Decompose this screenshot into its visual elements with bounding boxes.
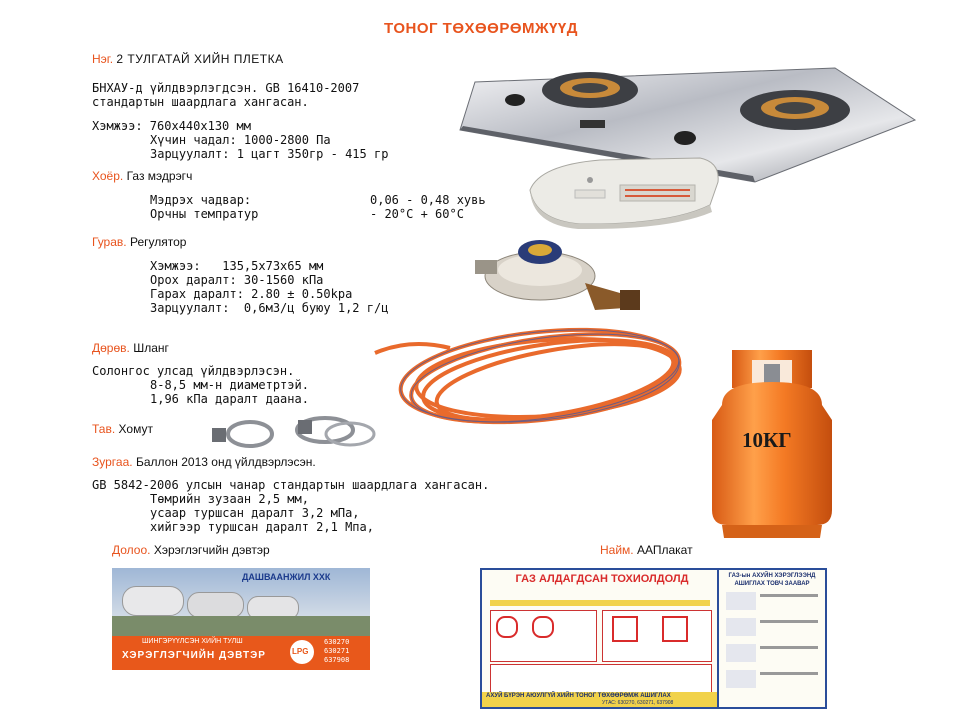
poster-phones: УТАС: 630270, 630271, 637908: [602, 700, 674, 706]
item-name: Регулятор: [129, 235, 187, 249]
detector-key-1: Мэдрэх чадвар:: [150, 193, 252, 207]
stove-spec-size: Хэмжээ: 760x440x130 мм: [92, 119, 251, 133]
poster-title: ГАЗ АЛДАГДСАН ТОХИОЛДОЛД: [515, 573, 689, 585]
item-name: Хэрэглэгчийн дэвтэр: [153, 543, 270, 557]
poster-side-title: ГАЗ-ын АХУЙН ХЭРЭГЛЭЭНД АШИГЛАХ ТОВЧ ЗААВАР: [728, 573, 816, 587]
hose-desc-2: 8-8,5 мм-н диаметртэй.: [150, 378, 309, 392]
poster-footer: АХУЙ БҮРЭН АЮУЛГҮЙ ХИЙН ТОНОГ ТӨХӨӨРӨМЖ АШИГЛАХ: [486, 693, 671, 699]
hose-desc-3: 1,96 кПа даралт даана.: [150, 392, 309, 406]
detector-val-1: 0,06 - 0,48 хувь: [370, 193, 486, 207]
clamp-image: [210, 412, 380, 452]
gas-detector-image: [520, 150, 725, 230]
hose-image: [370, 318, 690, 428]
item-name: Газ мэдрэгч: [126, 169, 193, 183]
booklet-title: ХЭРЭГЛЭГЧИЙН ДЭВТЭР: [122, 650, 266, 661]
item-cylinder-heading: [92, 455, 316, 469]
poster-image: [480, 568, 827, 709]
cylinder-desc-2: Төмрийн зузаан 2,5 мм,: [150, 492, 309, 506]
regulator-spec-size: Хэмжээ: 135,5x73x65 мм: [150, 259, 324, 273]
hose-desc-1: Солонгос улсад үйлдвэрлэсэн.: [92, 364, 295, 378]
cylinder-label: 10КГ: [742, 428, 792, 452]
booklet-logo: LPG: [292, 647, 309, 656]
detector-val-2: - 20°C + 60°C: [370, 207, 464, 221]
stove-desc-2: стандартын шаардлага хангасан.: [92, 95, 309, 109]
item-label: Дөрөв.: [92, 341, 130, 355]
item-name: Хомут: [118, 422, 153, 436]
booklet-brand: ДАШВААНЖИЛ ХХК: [242, 572, 331, 582]
item-label: Найм.: [600, 543, 634, 557]
regulator-spec-in: Орох даралт: 30-1560 кПа: [150, 273, 324, 287]
item-detector-heading: [92, 169, 192, 183]
booklet-subtitle: ШИНГЭРҮҮЛСЭН ХИЙН ТУЛШ: [142, 638, 243, 645]
cylinder-desc-3: усаар туршсан даралт 3,2 мПа,: [150, 506, 360, 520]
item-label: Тав.: [92, 422, 116, 436]
page-title: ТОНОГ ТӨХӨӨРӨМЖҮҮД: [384, 20, 578, 37]
item-name: Баллон 2013 онд үйлдвэрлэсэн.: [135, 455, 316, 469]
stove-desc-1: БНХАУ-д үйлдвэрлэгдсэн. GB 16410-2007: [92, 81, 360, 95]
item-label: Нэг.: [92, 52, 114, 66]
cylinder-desc-1: GB 5842-2006 улсын чанар стандартын шаардлага хангасан.: [92, 478, 490, 492]
item-label: Зургаа.: [92, 455, 133, 469]
regulator-image: [470, 238, 660, 318]
item-label: Гурав.: [92, 235, 127, 249]
item-hose-heading: [92, 341, 169, 355]
regulator-spec-out: Гарах даралт: 2.80 ± 0.50kpa: [150, 287, 353, 301]
booklet-cover-image: [112, 568, 370, 670]
item-stove-heading: [92, 52, 284, 66]
item-label: Хоёр.: [92, 169, 124, 183]
item-booklet-heading: [112, 543, 270, 557]
cylinder-desc-4: хийгээр туршсан даралт 2,1 Мпа,: [150, 520, 374, 534]
item-regulator-heading: [92, 235, 186, 249]
item-label: Долоо.: [112, 543, 151, 557]
detector-key-2: Орчны темпратур: [150, 207, 259, 221]
regulator-spec-usage: Зарцуулалт: 0,6м3/ц буюу 1,2 г/ц: [150, 301, 389, 315]
booklet-phone-2: 630271: [324, 647, 350, 655]
stove-spec-usage: Зарцуулалт: 1 цагт 350гр - 415 гр: [150, 147, 389, 161]
item-poster-heading: [600, 543, 693, 557]
booklet-phone-3: 637908: [324, 656, 350, 664]
item-clamp-heading: [92, 422, 153, 436]
item-name: Шланг: [133, 341, 169, 355]
stove-spec-power: Хүчин чадал: 1000-2800 Па: [150, 133, 331, 147]
item-name: ААПлакат: [636, 543, 693, 557]
item-name: 2 ТУЛГАТАЙ ХИЙН ПЛЕТКА: [116, 52, 284, 66]
booklet-phone-1: 630270: [324, 638, 350, 646]
